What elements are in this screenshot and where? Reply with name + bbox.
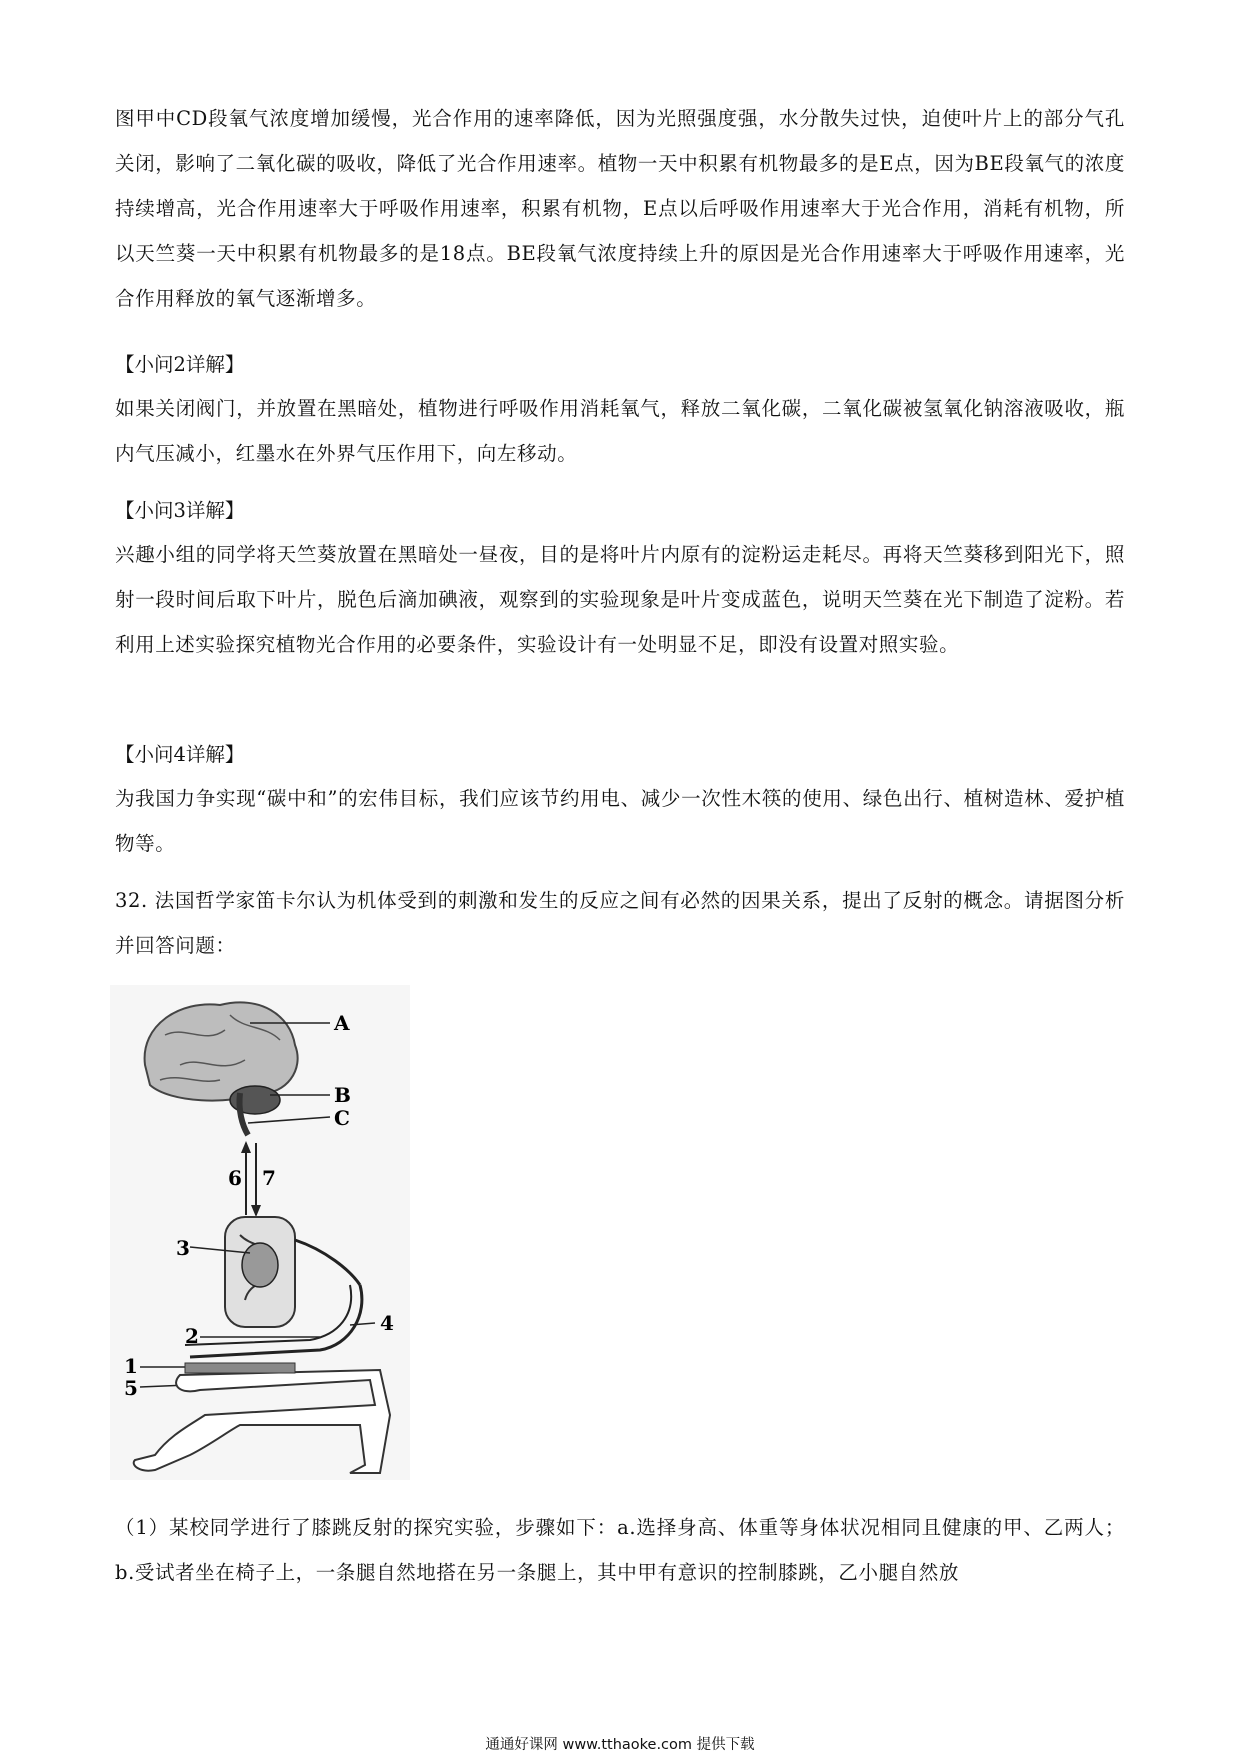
heading-question-4: 【小问4详解】 [115,743,245,766]
label-3: 3 [176,1236,190,1260]
label-4: 4 [380,1311,394,1335]
heading-question-3: 【小问3详解】 [115,499,245,522]
paragraph-question-4: 为我国力争实现“碳中和”的宏伟目标，我们应该节约用电、减少一次性木筷的使用、绿色出行、植树造林、爱护植物等。 [115,787,1125,855]
reflex-arc-diagram [110,985,410,1480]
question-32-part-1: （1）某校同学进行了膝跳反射的探究实验，步骤如下：a.选择身高、体重等身体状况相同且健康的甲、乙两人；b.受试者坐在椅子上，一条腿自然地搭在另一条腿上，其中甲有意识的控制膝跳，乙小腿自然放 [115,1516,1125,1584]
label-1: 1 [124,1354,138,1378]
label-C: C [334,1106,350,1130]
paragraph-photosynthesis-analysis: 图甲中CD段氧气浓度增加缓慢，光合作用的速率降低，因为光照强度强，水分散失过快，迫使叶片上的部分气孔关闭，影响了二氧化碳的吸收，降低了光合作用速率。植物一天中积累有机物最多的是E点，因为BE段氧气的浓度持续增高，光合作用速率大于呼吸作用速率，积累有机物，E点以后呼吸作用速率大于光合作用，消耗有机物，所以天竺葵一天中积累有机物最多的是18点。BE段氧气浓度持续上升的原因是光合作用速率大于呼吸作用速率，光合作用释放的氧气逐渐增多。 [115,107,1125,310]
label-2: 2 [185,1324,199,1348]
label-B: B [334,1083,351,1107]
cerebrum-shape [145,1002,298,1100]
paragraph-question-3: 兴趣小组的同学将天竺葵放置在黑暗处一昼夜，目的是将叶片内原有的淀粉运走耗尽。再将天竺葵移到阳光下，照射一段时间后取下叶片，脱色后滴加碘液，观察到的实验现象是叶片变成蓝色，说明天竺葵在光下制造了淀粉。若利用上述实验探究植物光合作用的必要条件，实验设计有一处明显不足，即没有设置对照实验。 [115,543,1125,656]
paragraph-question-2: 如果关闭阀门，并放置在黑暗处，植物进行呼吸作用消耗氧气，释放二氧化碳，二氧化碳被氢氧化钠溶液吸收，瓶内气压减小，红墨水在外界气压作用下，向左移动。 [115,397,1125,465]
heading-question-2: 【小问2详解】 [115,353,245,376]
label-A: A [334,1011,350,1035]
label-6: 6 [228,1166,242,1190]
label-7: 7 [262,1166,276,1190]
question-32-stem: 32. 法国哲学家笛卡尔认为机体受到的刺激和发生的反应之间有必然的因果关系，提出了反射的概念。请据图分析并回答问题： [115,889,1125,957]
page-footer: 通通好课网 www.tthaoke.com 提供下载 [485,1737,755,1753]
label-5: 5 [124,1376,138,1400]
reflex-arc-figure [110,985,410,1480]
